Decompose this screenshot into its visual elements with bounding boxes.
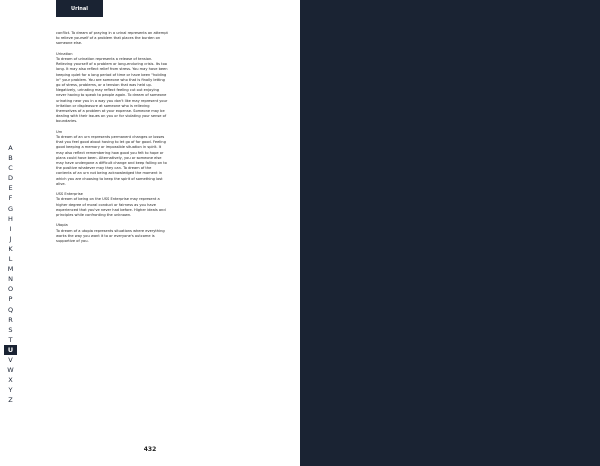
- alphabet-letter-z[interactable]: Z: [8, 396, 13, 405]
- entry-body: To dream of an urn represents permanent changes or losses that you feel good about having to let go of for good. Feeling good keeping a memory or impossible situation in spirit. It may also reflect remembering how good you felt to hope or plans could have been. Alternatively, you or someone else may have undergone a difficult change and keep falling on to the positive whatever may they can. To dream of the contents of an urn not being acknowledged the moment in which you are choosing to keep the spirit of something lost alive.: [56, 135, 167, 186]
- alphabet-letter-n[interactable]: N: [8, 275, 13, 284]
- dictionary-entry: [56, 130, 168, 187]
- alphabet-letter-v[interactable]: V: [8, 355, 13, 364]
- page-number: 432: [143, 446, 157, 453]
- alphabet-letter-p[interactable]: P: [8, 295, 13, 304]
- entry-body: To dream of being on the USS Enterprise may represent a higher degree of moral conduct or fairness as you have experienced that you've never had before. Higher ideals and principles while confronting the unknown.: [56, 197, 166, 218]
- dictionary-entry: [56, 192, 168, 218]
- alphabet-letter-b[interactable]: B: [8, 154, 13, 163]
- entry-body: conflict. To dream of praying in a urinal represents an attempt to relieve yourself of a problem that places the burden on someone else.: [56, 31, 168, 46]
- alphabet-letter-d[interactable]: D: [7, 174, 13, 183]
- alphabet-letter-s[interactable]: S: [8, 325, 13, 334]
- alphabet-letter-j[interactable]: J: [9, 234, 12, 243]
- dictionary-entry: [56, 31, 168, 47]
- entry-title: Urination: [56, 51, 73, 56]
- alphabet-letter-w[interactable]: W: [7, 366, 14, 375]
- alphabet-letter-f[interactable]: F: [8, 194, 13, 203]
- alphabet-letter-m[interactable]: M: [7, 265, 14, 274]
- alphabet-index: [4, 143, 17, 405]
- alphabet-letter-q[interactable]: Q: [7, 305, 14, 314]
- entry-body: To dream of urination represents a release of tension. Relieving yourself of a problem or long-enduring crisis. Its too long. It may also reflect relief from stress. You may have been keeping quiet for a long period of time or have been "holding in" your problem. You are someone who that is finally letting go of stress, problems, or a tension that was held up. Negatively, urinating may reflect feeling cut out enjoying never having to speak to people again. To dream of someone urinating near you in a way you don't like may represent your irritation or displeasure at someone who is relieving themselves of a problem at your expense. Someone may be dealing with their issues on you or for violating your sense of boundaries.: [56, 57, 168, 124]
- alphabet-letter-e[interactable]: E: [8, 184, 13, 193]
- dictionary-entry: [56, 52, 168, 125]
- dictionary-entry: [56, 223, 168, 244]
- alphabet-letter-k[interactable]: K: [8, 244, 13, 253]
- alphabet-letter-a[interactable]: A: [8, 144, 13, 152]
- entry-body: To dream of a utopia represents situations where everything works the way you want it to or everyone's outcome is supportive of you.: [56, 228, 165, 244]
- alphabet-letter-t[interactable]: T: [8, 335, 13, 344]
- entry-title: Urn: [56, 129, 63, 134]
- alphabet-letter-r[interactable]: R: [8, 315, 13, 324]
- alphabet-letter-h[interactable]: H: [8, 214, 13, 223]
- alphabet-letter-y[interactable]: Y: [8, 386, 13, 395]
- alphabet-letter-x[interactable]: X: [8, 376, 13, 385]
- section-tab: Urinal: [56, 0, 103, 17]
- right-page: [300, 0, 600, 466]
- alphabet-letter-o[interactable]: O: [7, 285, 14, 294]
- alphabet-letter-l[interactable]: L: [8, 255, 13, 264]
- alphabet-letter-c[interactable]: C: [8, 164, 13, 173]
- dictionary-text: [56, 31, 168, 249]
- entry-title: USS Enterprise: [56, 192, 83, 197]
- alphabet-letter-u[interactable]: U: [4, 345, 17, 355]
- entry-title: Utopia: [56, 223, 68, 228]
- alphabet-letter-g[interactable]: G: [7, 204, 14, 213]
- alphabet-letter-i[interactable]: I: [9, 224, 12, 233]
